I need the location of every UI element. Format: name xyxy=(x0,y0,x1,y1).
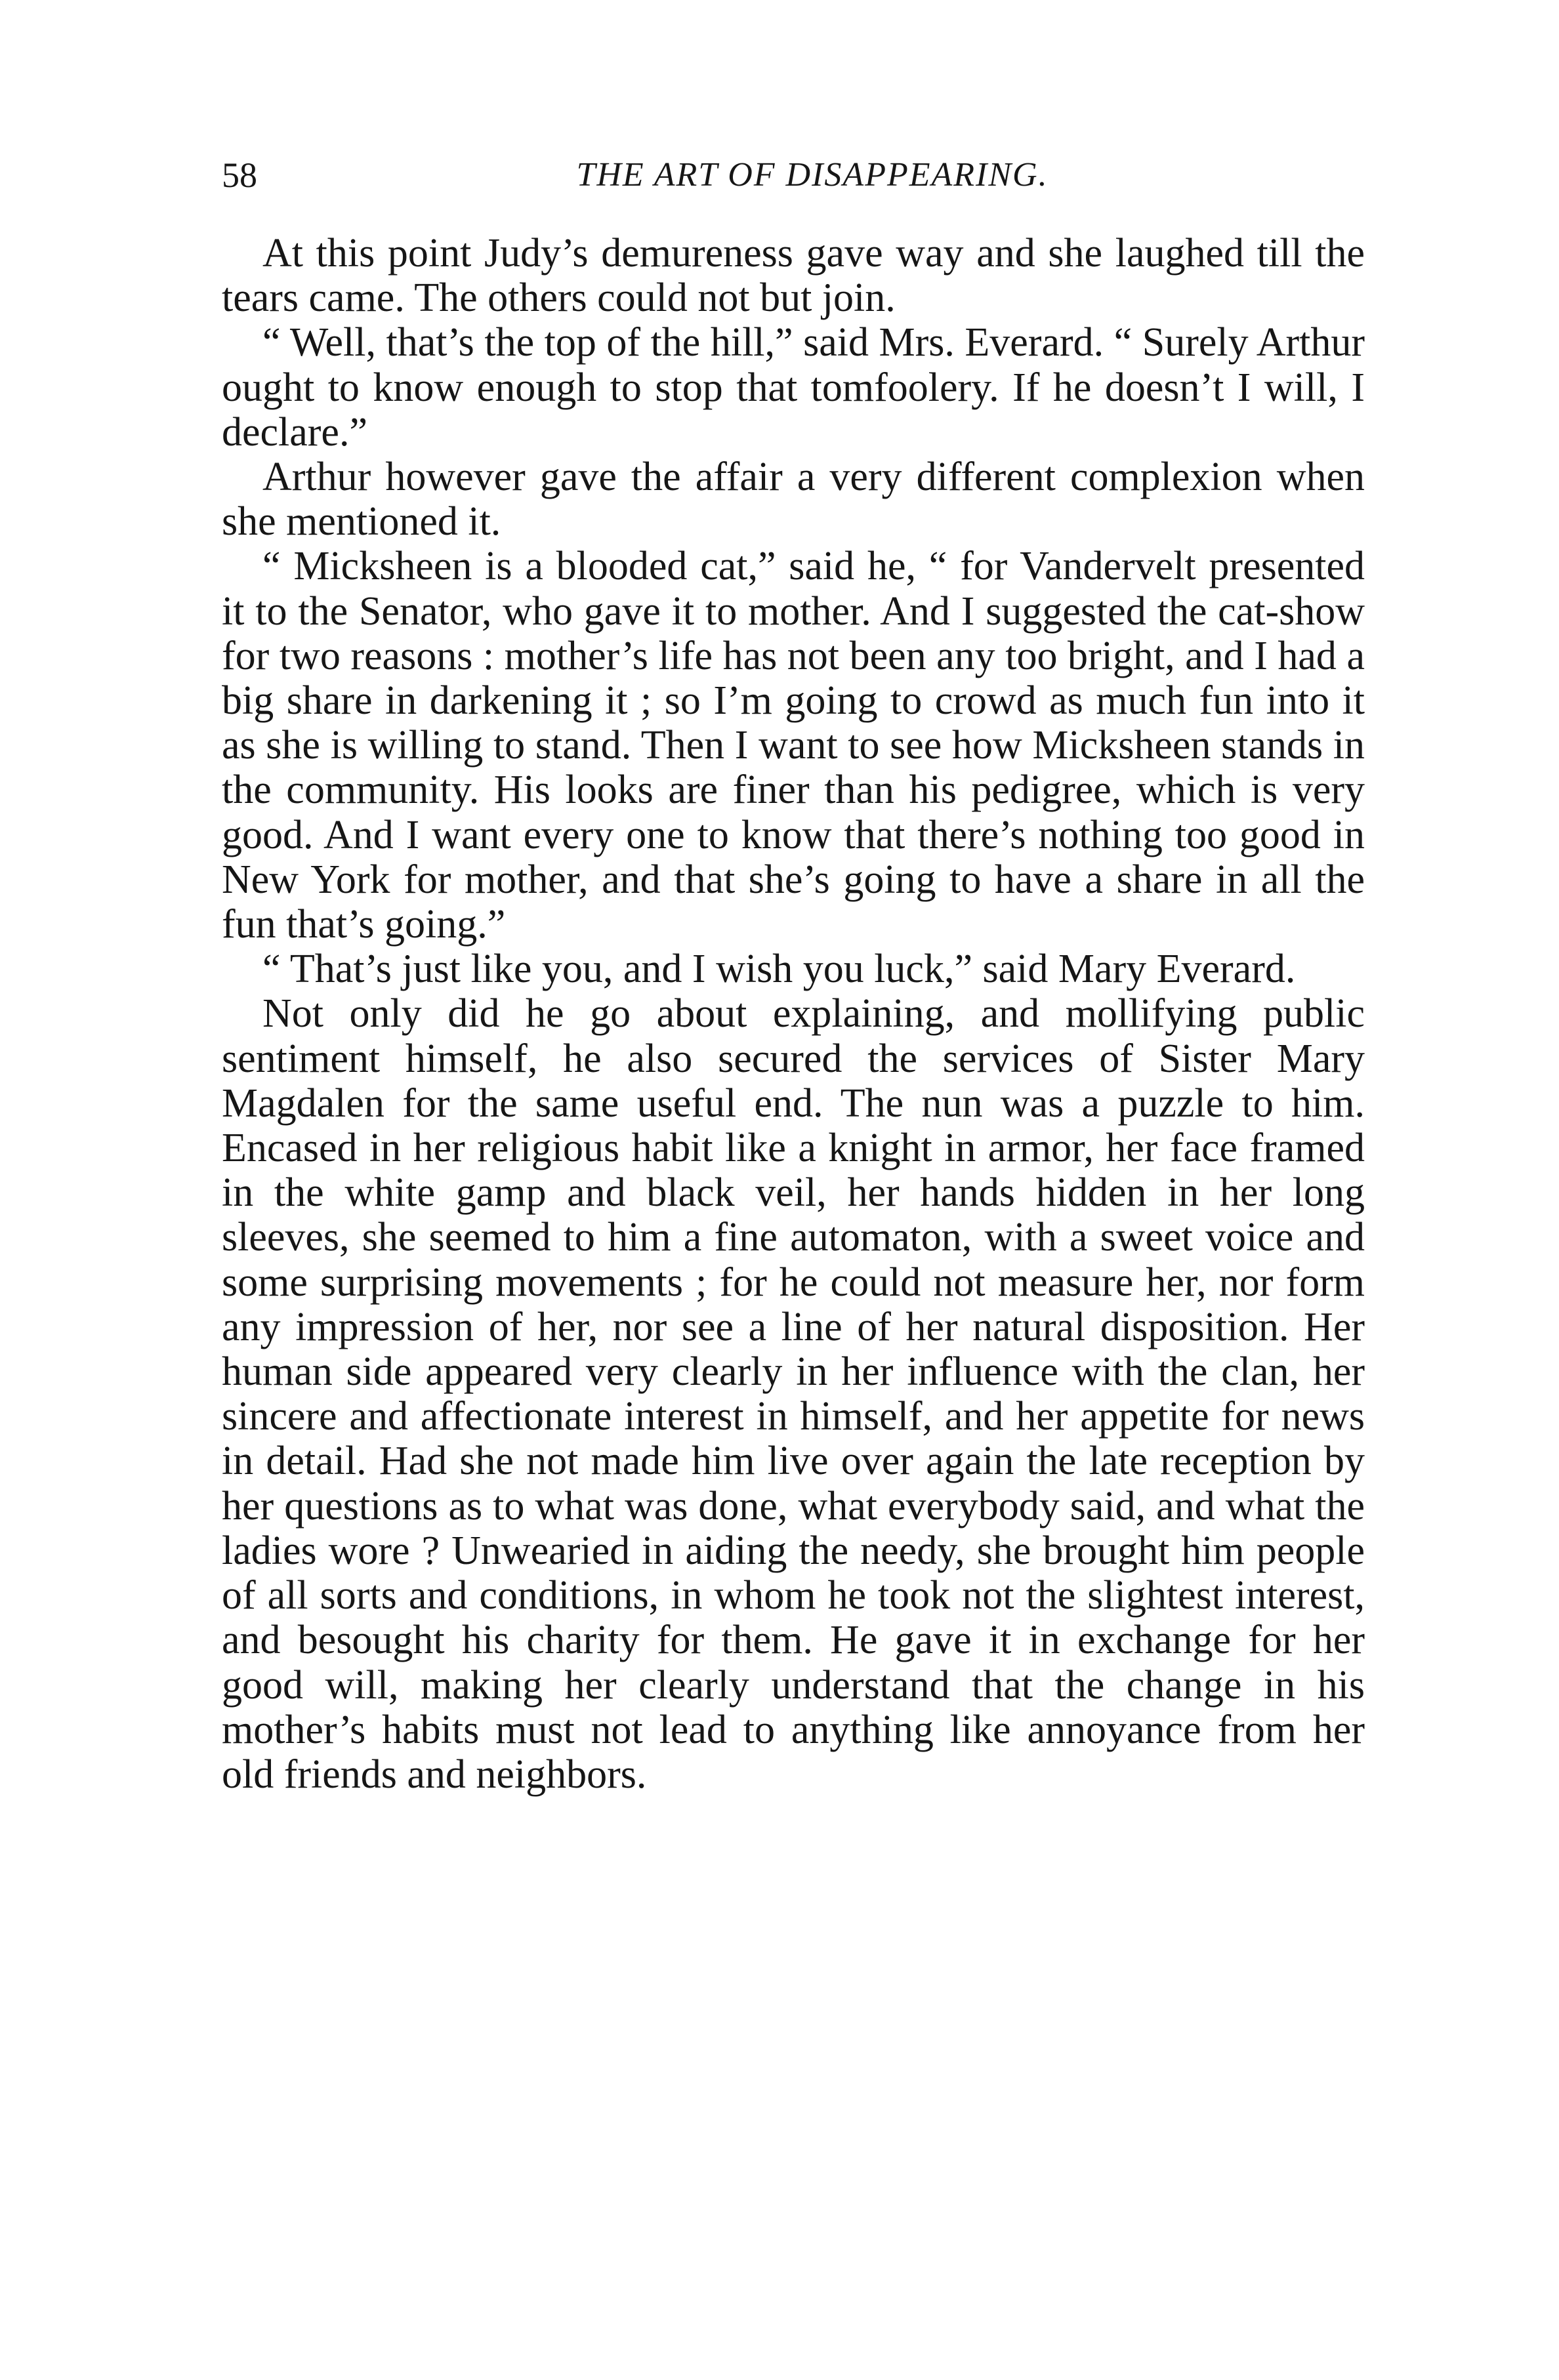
paragraph: Not only did he go about explaining, and mollifying public sentiment himself, he also secured the services of Sister Mary Magdalen for the same useful end. The nun was a puzzle to him. Encased in her religious habit like a knight in armor, her face framed in the white gamp and black veil, her hands hidden in her long sleeves, she seemed to him a fine automaton, with a sweet voice and some surprising movements ; for he could not measure her, nor form any impression of her, nor see a line of her natural disposition. Her human side appeared very clearly in her influence with the clan, her sincere and affectionate interest in himself, and her appetite for news in detail. Had she not made him live over again the late reception by her questions as to what was done, what everybody said, and what the ladies wore ? Unwearied in aiding the needy, she brought him people of all sorts and conditions, in whom he took not the slightest interest, and besought his charity for them. He gave it in exchange for her good will, making her clearly understand that the change in his mother’s habits must not lead to anything like annoyance from her old friends and neighbors. xyxy=(222,991,1365,1797)
paragraph: “ Micksheen is a blooded cat,” said he, “ for Vandervelt presented it to the Senator, who gave it to mother. And I suggested the cat-show for two reasons : mother’s life has not been any too bright, and I had a big share in darkening it ; so I’m going to crowd as much fun into it as she is willing to stand. Then I want to see how Micksheen stands in the community. His looks are finer than his pedigree, which is very good. And I want every one to know that there’s nothing too good in New York for mother, and that she’s going to have a share in all the fun that’s going.” xyxy=(222,544,1365,947)
paragraph: At this point Judy’s demureness gave way and she laughed till the tears came. The others could not but join. xyxy=(222,231,1365,321)
paragraph: Arthur however gave the affair a very different complexion when she mentioned it. xyxy=(222,455,1365,544)
body-text xyxy=(222,231,1365,1797)
paragraph: “ That’s just like you, and I wish you luck,” said Mary Everard. xyxy=(262,947,1296,992)
page-number: 58 xyxy=(222,155,257,195)
paragraph: “ Well, that’s the top of the hill,” said Mrs. Everard. “ Surely Arthur ought to know enough to stop that tomfoolery. If he doesn’t I will, I declare.” xyxy=(222,320,1365,455)
running-title: THE ART OF DISAPPEARING. xyxy=(576,156,1049,194)
page-header xyxy=(222,152,1363,205)
